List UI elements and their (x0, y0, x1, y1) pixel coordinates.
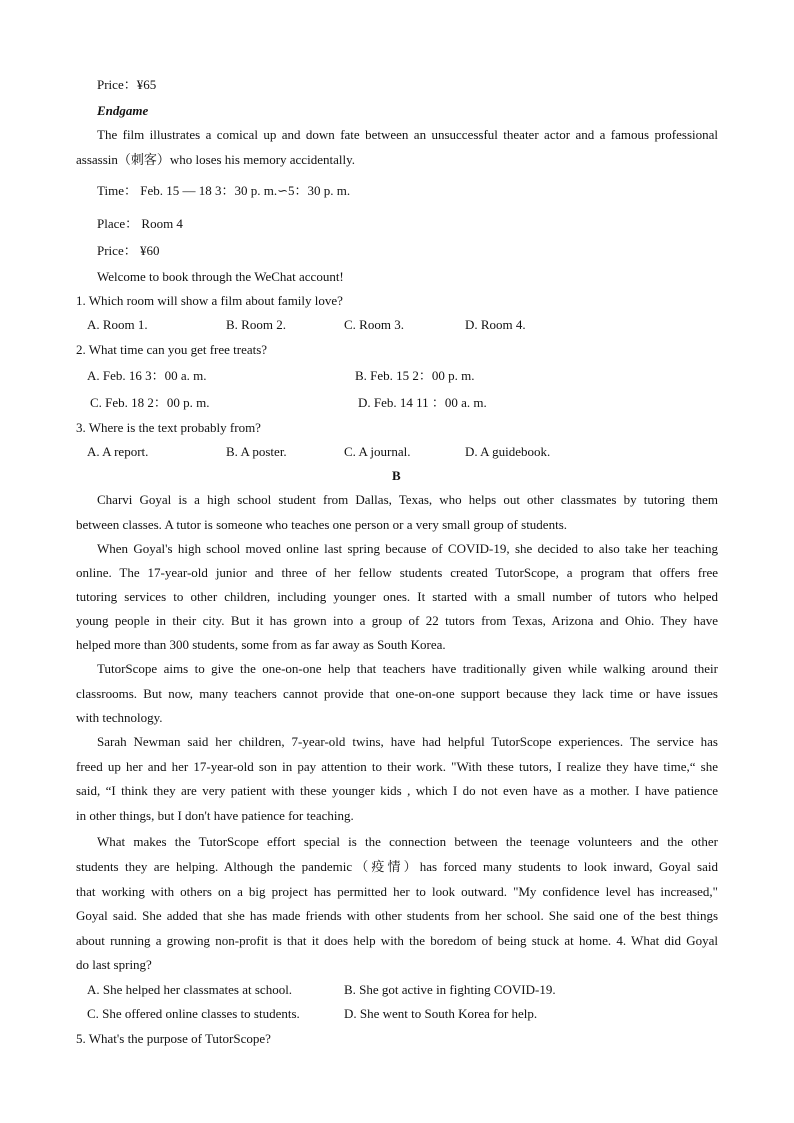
passage-line: students they are helping. Although the pandemic（疫情）has forced many students to look inward, Goyal said (76, 859, 718, 874)
q1-option-b: B. Room 2. (226, 317, 286, 332)
passage-line: TutorScope aims to give the one-on-one help that teachers have traditionally given while walking around their (97, 661, 718, 676)
film-title: Endgame (97, 103, 149, 118)
film-price: Price： ¥60 (97, 243, 160, 258)
passage-line: Charvi Goyal is a high school student from Dallas, Texas, who helps out other classmates by tutoring them (97, 492, 718, 507)
section-heading: B (392, 468, 401, 483)
q1-option-a: A. Room 1. (87, 317, 148, 332)
question-5-stem: 5. What's the purpose of TutorScope? (76, 1031, 271, 1046)
passage-line: said, “I think they are very patient with these younger kids , which I do not even have as a mother. I have patience (76, 783, 718, 798)
prev-price: Price：¥65 (97, 77, 157, 92)
q4-option-c: C. She offered online classes to students. (87, 1006, 300, 1021)
passage-line: Sarah Newman said her children, 7-year-old twins, have had helpful TutorScope experiences. The service has (97, 734, 718, 749)
passage-line: tutoring services to other children, including younger ones. It started with a small number of tutors who helped (76, 589, 718, 604)
question-3-stem: 3. Where is the text probably from? (76, 420, 261, 435)
q3-option-c: C. A journal. (344, 444, 411, 459)
passage-line: do last spring? (76, 957, 152, 972)
question-1-stem: 1. Which room will show a film about family love? (76, 293, 343, 308)
booking-note: Welcome to book through the WeChat account! (97, 269, 344, 284)
q3-option-b: B. A poster. (226, 444, 287, 459)
passage-line: helped more than 300 students, some from as far away as South Korea. (76, 637, 446, 652)
passage-line: Goyal said. She added that she has made friends with other students from her school. She said one of the best things (76, 908, 718, 923)
film-desc-line: assassin（刺客）who loses his memory accidentally. (76, 152, 355, 167)
q3-option-d: D. A guidebook. (465, 444, 551, 459)
passage-line: When Goyal's high school moved online last spring because of COVID-19, she decided to also take her teaching (97, 541, 718, 556)
passage-line: online. The 17-year-old junior and three of her fellow students created TutorScope, a program that offers free (76, 565, 718, 580)
passage-line: between classes. A tutor is someone who teaches one person or a very small group of students. (76, 517, 567, 532)
q4-option-d: D. She went to South Korea for help. (344, 1006, 538, 1021)
q2-option-a: A. Feb. 16 3：00 a. m. (87, 368, 207, 383)
q2-option-d: D. Feb. 14 11 ：00 a. m. (358, 395, 487, 410)
q4-option-a: A. She helped her classmates at school. (87, 982, 293, 997)
passage-line: freed up her and her 17-year-old son in pay attention to their work. "With these tutors, I realize they have time,“ she (76, 759, 718, 774)
passage-line: young people in their city. But it has grown into a group of 22 tutors from Texas, Arizona and Ohio. They have (76, 613, 718, 628)
passage-line: with technology. (76, 710, 163, 725)
passage-line: in other things, but I don't have patience for teaching. (76, 808, 354, 823)
q4-option-b: B. She got active in fighting COVID-19. (344, 982, 556, 997)
passage-line: What makes the TutorScope effort special is the connection between the teenage volunteers and the other (97, 834, 718, 849)
passage-line: that working with others on a big project has permitted her to look outward. "My confidence level has increased," (76, 884, 718, 899)
passage-line: classrooms. But now, many teachers cannot provide that one-on-one support because they lack time or have issues (76, 686, 718, 701)
passage-line: about running a growing non-profit is that it does help with the boredom of being stuck at home. 4. What did Goyal (76, 933, 718, 948)
q1-option-d: D. Room 4. (465, 317, 526, 332)
q1-option-c: C. Room 3. (344, 317, 404, 332)
film-desc-line: The film illustrates a comical up and down fate between an unsuccessful theater actor and a famous professional (97, 127, 718, 142)
q2-option-b: B. Feb. 15 2：00 p. m. (355, 368, 475, 383)
film-time: Time： Feb. 15 — 18 3：30 p. m.∽5：30 p. m. (97, 183, 351, 198)
question-2-stem: 2. What time can you get free treats? (76, 342, 268, 357)
film-place: Place： Room 4 (97, 216, 183, 231)
q3-option-a: A. A report. (87, 444, 149, 459)
q2-option-c: C. Feb. 18 2：00 p. m. (90, 395, 210, 410)
